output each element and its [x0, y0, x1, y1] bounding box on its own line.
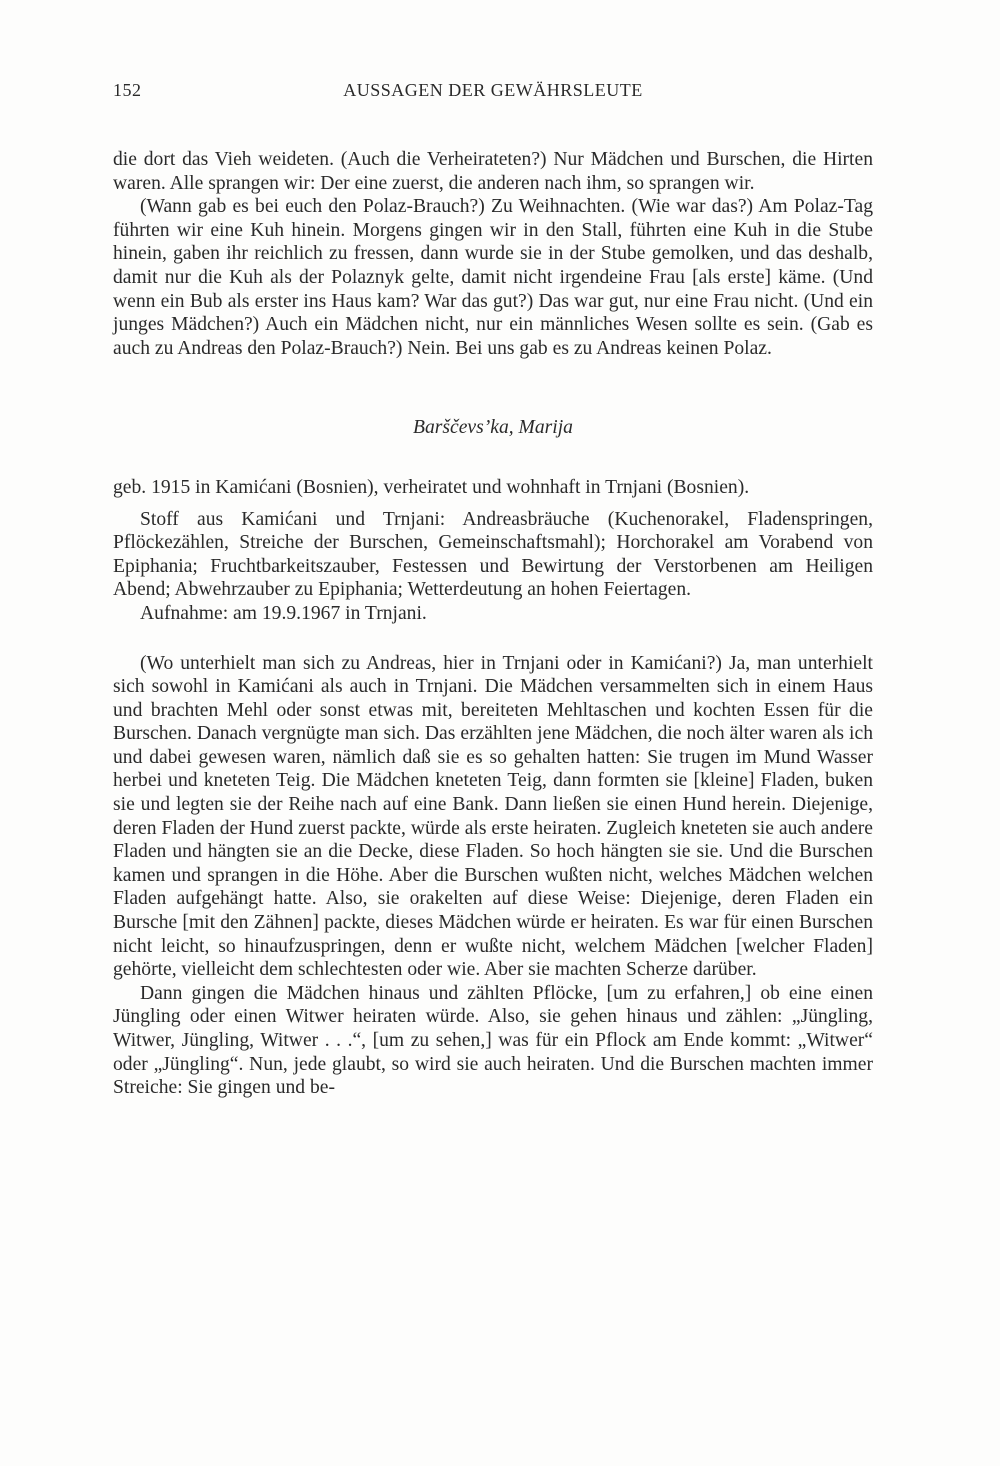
running-title: AUSSAGEN DER GEWÄHRSLEUTE	[343, 80, 643, 100]
informant-birth-info: geb. 1915 in Kamićani (Bosnien), verheiratet und wohnhaft in Trnjani (Bosnien).	[113, 476, 750, 498]
body-text	[113, 148, 873, 1100]
paragraph-polaz: (Wann gab es bei euch den Polaz-Brauch?) Zu Weihnachten. (Wie war das?) Am Polaz-Tag führten wir eine Kuh hinein. Morgens gingen wir in den Stall, führten eine Kuh in die Stube hinein, gaben ihr reichlich zu fressen, dann wurde sie in der Stube gemolken, und das deshalb, damit nur die Kuh als der Polaznyk gelte, damit nicht irgendeine Frau [als erste] käme. (Und wenn ein Bub als erster ins Haus kam? War das gut?) Das war gut, nur eine Frau nicht. (Und ein junges Mädchen?) Auch ein Mädchen nicht, nur ein männliches Wesen sollte es sein. (Gab es auch zu Andreas den Polaz-Brauch?) Nein. Bei uns gab es zu Andreas keinen Polaz.	[113, 196, 873, 359]
paragraph-pfloecke: Dann gingen die Mädchen hinaus und zählten Pflöcke, [um zu erfahren,] ob eine einen Jüngling oder einen Witwer heiraten würde. Also, sie gehen hinaus und zählen: „Jüngling, Witwer, Jüngling, Witwer . . .“, [um zu sehen,] was für ein Pflock am Ende kommt: „Witwer“ oder „Jüngling“. Nun, jede glaubt, so wird sie auch heiraten. Und die Burschen machten immer Streiche: Sie gingen und be-	[113, 982, 873, 1099]
running-head	[113, 80, 873, 106]
section-heading: Barščevs’ka, Marija	[413, 417, 573, 439]
paragraph-continuation: die dort das Vieh weideten. (Auch die Verheirateten?) Nur Mädchen und Burschen, die Hirten waren. Alle sprangen wir: Der eine zuerst, die anderen nach ihm, so sprangen wir.	[113, 149, 873, 194]
page-number: 152	[113, 80, 142, 100]
paragraph-andreas: (Wo unterhielt man sich zu Andreas, hier in Trnjani oder in Kamićani?) Ja, man unterhielt sich sowohl in Kamićani als auch in Trnjani. Die Mädchen versammelten sich in einem Haus und brachten Mehl oder sonst etwas mit, bereiteten Mehltaschen und kochten Essen für die Burschen. Danach vergnügte man sich. Das erzählten jene Mädchen, die noch älter waren als ich und dabei gewesen waren, nämlich daß sie es so gehalten hatten: Sie trugen im Mund Wasser herbei und kneteten Teig. Die Mädchen kneteten Teig, dann formten sie [kleine] Fladen, buken sie und legten sie der Reihe nach auf eine Bank. Dann ließen sie einen Hund herein. Diejenige, deren Fladen der Hund zuerst packte, würde als erste heiraten. Zugleich kneteten sie auch andere Fladen und hängten sie an die Decke, diese Fladen. So hoch hängten sie sie. Und die Burschen kamen und sprangen in die Höhe. Aber die Burschen wußten nicht, welches Mädchen welchen Fladen aufgehängt hatte. Also, sie orakelten auf diese Weise: Diejenige, deren Fladen ein Bursche [mit den Zähnen] packte, dieses Mädchen würde er heiraten. Es war für einen Burschen nicht leicht, so hinaufzuspringen, denn er wußte nicht, welchem Mädchen [welcher Fladen] gehörte, vielleicht dem schlechtesten oder wie. Aber sie machten Scherze darüber.	[113, 652, 873, 981]
material-summary: Stoff aus Kamićani und Trnjani: Andreasbräuche (Kuchenorakel, Fladenspringen, Pflöckezählen, Streiche der Burschen, Gemeinschaftsmahl); Horchorakel am Vorabend von Epiphania; Fruchtbarkeitszauber, Festessen und Bewirtung der Verstorbenen am Heiligen Abend; Abwehrzauber zu Epiphania; Wetterdeutung an hohen Feiertagen.	[113, 508, 873, 601]
recording-info: Aufnahme: am 19.9.1967 in Trnjani.	[140, 602, 427, 624]
